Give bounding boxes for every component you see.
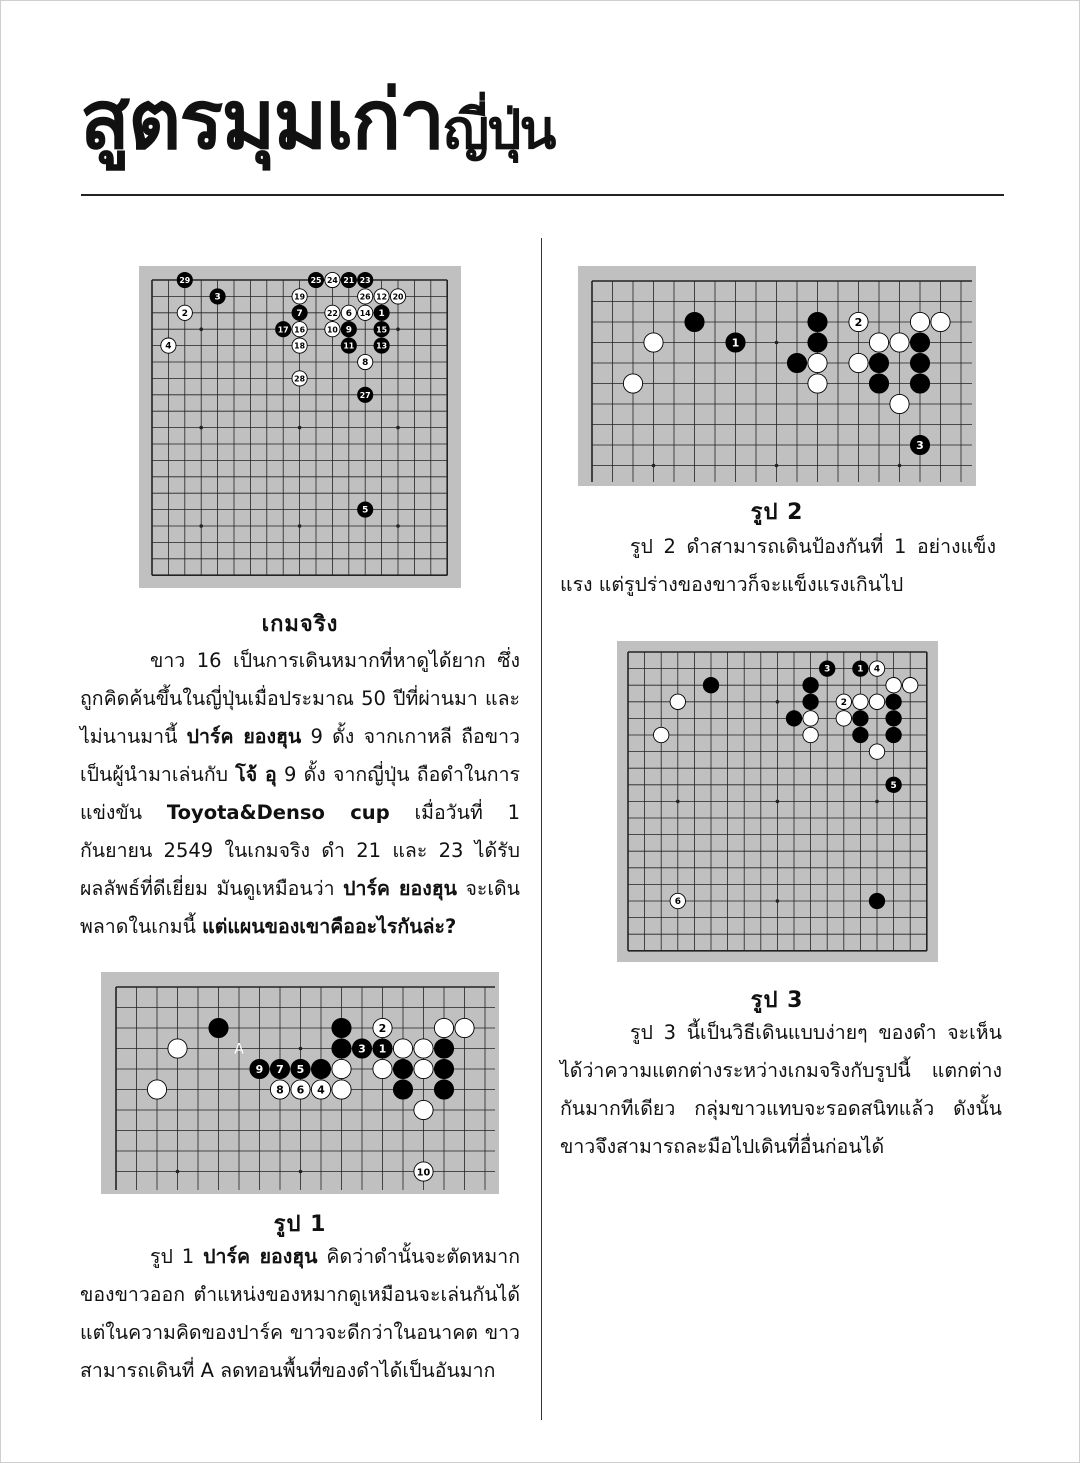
move-number: 4 — [873, 664, 881, 675]
star-point — [396, 524, 400, 528]
page-title — [80, 73, 555, 168]
white-stone — [808, 374, 827, 393]
black-stone — [886, 711, 901, 726]
black-stone — [853, 727, 868, 742]
fig1-text-2: คิดว่าดำนั้นจะตัดหมากของขาวออก ตำแหน่งของหมากดูเหมือนจะเล่นกันได้ แต่ในความคิดของปาร์ค ขาวจะดีกว่าในอนาคต ขาวสามารถเดินที่ A ลดทอนพื้นที่ของดำได้เป็นอันมาก — [80, 1245, 520, 1382]
move-number: 1 — [857, 664, 864, 675]
move-number: 12 — [376, 292, 388, 302]
tournament-name: Toyota&Denso cup — [166, 801, 390, 824]
move-number: 2 — [854, 315, 863, 329]
star-point — [299, 1047, 303, 1051]
move-number: 25 — [310, 276, 322, 286]
white-stone — [803, 711, 818, 726]
paragraph-fig3 — [560, 1014, 1002, 1166]
move-number: 19 — [294, 292, 306, 302]
move-number: 3 — [214, 292, 221, 303]
caption-fig1: รูป 1 — [273, 1212, 327, 1237]
move-number: 29 — [179, 276, 191, 286]
black-stone — [786, 711, 801, 726]
white-stone — [910, 312, 929, 331]
black-stone — [910, 374, 929, 393]
white-stone — [808, 353, 827, 372]
white-stone — [890, 333, 909, 352]
white-stone — [373, 1059, 392, 1078]
star-point — [176, 1170, 180, 1174]
game-text-5: จะเดินพลาดในเกมนี้ — [80, 877, 521, 938]
black-stone — [808, 333, 827, 352]
move-number: 5 — [362, 505, 369, 516]
move-number: 11 — [343, 341, 355, 351]
white-stone — [803, 727, 818, 742]
move-number: 4 — [317, 1083, 325, 1097]
player-name-park-2: ปาร์ค ยองฮุน — [343, 877, 457, 900]
black-stone — [685, 312, 704, 331]
white-stone — [414, 1039, 433, 1058]
go-board-fig3 — [617, 641, 938, 962]
paragraph-fig2 — [560, 528, 996, 604]
move-number: 9 — [255, 1062, 264, 1076]
move-number: 6 — [674, 897, 681, 908]
white-stone — [332, 1080, 351, 1099]
move-number: 2 — [840, 697, 847, 708]
star-point — [396, 426, 400, 430]
star-point — [776, 899, 780, 903]
white-stone — [886, 678, 901, 693]
move-number: 7 — [276, 1062, 284, 1076]
board-label: A — [234, 1041, 244, 1058]
game-text-4: เมื่อวันที่ 1 กันยายน 2549 ในเกมจริง ดำ 21 และ 23 ได้รับผลลัพธ์ที่ดีเยี่ยม มันดูเหมือนว่า — [80, 801, 520, 900]
star-point — [775, 464, 779, 468]
white-stone — [168, 1039, 187, 1058]
title-main-text: สูตรมุมเก่า — [80, 73, 444, 168]
move-number: 28 — [294, 374, 306, 384]
star-point — [875, 800, 879, 804]
game-text-3: 9 ดั้ง จากญี่ปุ่น ถือดำในการแข่งขัน — [80, 763, 520, 824]
white-stone — [869, 744, 884, 759]
move-number: 20 — [392, 292, 404, 302]
move-number: 8 — [276, 1083, 284, 1097]
black-stone — [803, 694, 818, 709]
star-point — [898, 464, 902, 468]
move-number: 6 — [345, 308, 352, 319]
fig1-text-1: รูป 1 — [150, 1245, 204, 1268]
player-name-jo: โจ้ อุ — [235, 763, 277, 786]
black-stone — [332, 1039, 351, 1058]
game-question: แต่แผนของเขาคืออะไรกันล่ะ? — [202, 915, 457, 938]
column-divider — [541, 238, 542, 1420]
white-stone — [644, 333, 663, 352]
white-stone — [903, 678, 918, 693]
move-number: 18 — [294, 341, 306, 351]
white-stone — [414, 1100, 433, 1119]
black-stone — [853, 711, 868, 726]
black-stone — [910, 333, 929, 352]
go-board-fig2 — [578, 266, 976, 486]
star-point — [396, 327, 400, 331]
move-number: 3 — [824, 664, 831, 675]
title-rule — [81, 194, 1004, 196]
white-stone — [654, 727, 669, 742]
go-board-fig1 — [101, 972, 499, 1194]
black-stone — [703, 678, 718, 693]
white-stone — [434, 1018, 453, 1037]
star-point — [199, 327, 203, 331]
move-number: 24 — [326, 276, 338, 286]
white-stone — [670, 694, 685, 709]
black-stone — [910, 353, 929, 372]
move-number: 5 — [296, 1062, 305, 1076]
white-stone — [890, 394, 909, 413]
black-stone — [886, 694, 901, 709]
move-number: 6 — [296, 1083, 305, 1097]
move-number: 3 — [916, 438, 924, 452]
caption-fig2: รูป 2 — [750, 500, 804, 525]
white-stone — [849, 353, 868, 372]
move-number: 16 — [294, 325, 306, 335]
white-stone — [623, 374, 642, 393]
white-stone — [853, 694, 868, 709]
white-stone — [147, 1080, 166, 1099]
white-stone — [836, 711, 851, 726]
caption-fig3: รูป 3 — [750, 988, 804, 1013]
black-stone — [311, 1059, 330, 1078]
star-point — [776, 700, 780, 704]
black-stone — [886, 727, 901, 742]
move-number: 4 — [165, 341, 172, 352]
star-point — [652, 464, 656, 468]
fig2-text: รูป 2 ดำสามารถเดินป้องกันที่ 1 อย่างแข็งแรง แต่รูปร่างของขาวก็จะแข็งแรงเกินไป — [560, 535, 996, 596]
move-number: 17 — [277, 325, 289, 335]
black-stone — [434, 1039, 453, 1058]
black-stone — [393, 1080, 412, 1099]
black-stone — [869, 353, 888, 372]
fig3-text: รูป 3 นี้เป็นวิธีเดินแบบง่ายๆ ของดำ จะเห็นได้ว่าความแตกต่างระหว่างเกมจริงกับรูปนี้ แตกต่างกันมากทีเดียว กลุ่มขาวแทบจะรอดสนิทแล้ว ดังนั้น ขาวจึงสามารถละมือไปเดินที่อื่นก่อนได้ — [560, 1021, 1002, 1158]
move-number: 2 — [181, 308, 188, 319]
star-point — [776, 800, 780, 804]
star-point — [199, 524, 203, 528]
move-number: 13 — [376, 341, 388, 351]
paragraph-game — [80, 642, 520, 946]
white-stone — [455, 1018, 474, 1037]
move-number: 27 — [359, 390, 371, 400]
move-number: 26 — [359, 292, 371, 302]
move-number: 3 — [358, 1042, 366, 1056]
move-number: 5 — [890, 780, 897, 791]
black-stone — [869, 374, 888, 393]
move-number: 23 — [359, 276, 371, 286]
white-stone — [869, 333, 888, 352]
black-stone — [787, 353, 806, 372]
move-number: 7 — [296, 308, 303, 319]
move-number: 22 — [326, 308, 338, 318]
star-point — [298, 426, 302, 430]
black-stone — [434, 1059, 453, 1078]
black-stone — [393, 1059, 412, 1078]
white-stone — [414, 1059, 433, 1078]
move-number: 10 — [326, 325, 338, 335]
white-stone — [393, 1039, 412, 1058]
move-number: 21 — [343, 276, 355, 286]
move-number: 1 — [378, 1042, 387, 1056]
star-point — [298, 524, 302, 528]
star-point — [676, 800, 680, 804]
caption-game: เกมจริง — [261, 612, 339, 637]
black-stone — [332, 1018, 351, 1037]
black-stone — [209, 1018, 228, 1037]
black-stone — [808, 312, 827, 331]
move-number: 14 — [359, 308, 371, 318]
move-number: 9 — [345, 325, 352, 336]
title-sub-text: ญี่ปุ่น — [443, 98, 555, 161]
black-stone — [434, 1080, 453, 1099]
go-board-game — [139, 266, 461, 588]
move-number: 10 — [416, 1167, 431, 1179]
move-number: 8 — [362, 358, 369, 369]
move-number: 2 — [378, 1021, 387, 1035]
move-number: 15 — [376, 325, 388, 335]
star-point — [775, 341, 779, 345]
star-point — [199, 426, 203, 430]
black-stone — [869, 893, 884, 908]
star-point — [299, 1170, 303, 1174]
white-stone — [332, 1059, 351, 1078]
paragraph-fig1 — [80, 1238, 520, 1390]
black-stone — [803, 678, 818, 693]
player-name-park: ปาร์ค ยองฮุน — [186, 725, 302, 748]
move-number: 1 — [731, 336, 740, 350]
game-text-2: 9 ดั้ง จากเกาหลี ถือขาวเป็นผู้นำมาเล่นกับ — [80, 725, 520, 786]
white-stone — [869, 694, 884, 709]
white-stone — [931, 312, 950, 331]
move-number: 1 — [378, 308, 385, 319]
fig1-player-name: ปาร์ค ยองฮุน — [203, 1245, 318, 1268]
game-text-1: ขาว 16 เป็นการเดินหมากที่หาดูได้ยาก ซึ่งถูกคิดค้นขึ้นในญี่ปุ่นเมื่อประมาณ 50 ปีที่ผ่านมา และไม่นานมานี้ — [80, 649, 520, 748]
